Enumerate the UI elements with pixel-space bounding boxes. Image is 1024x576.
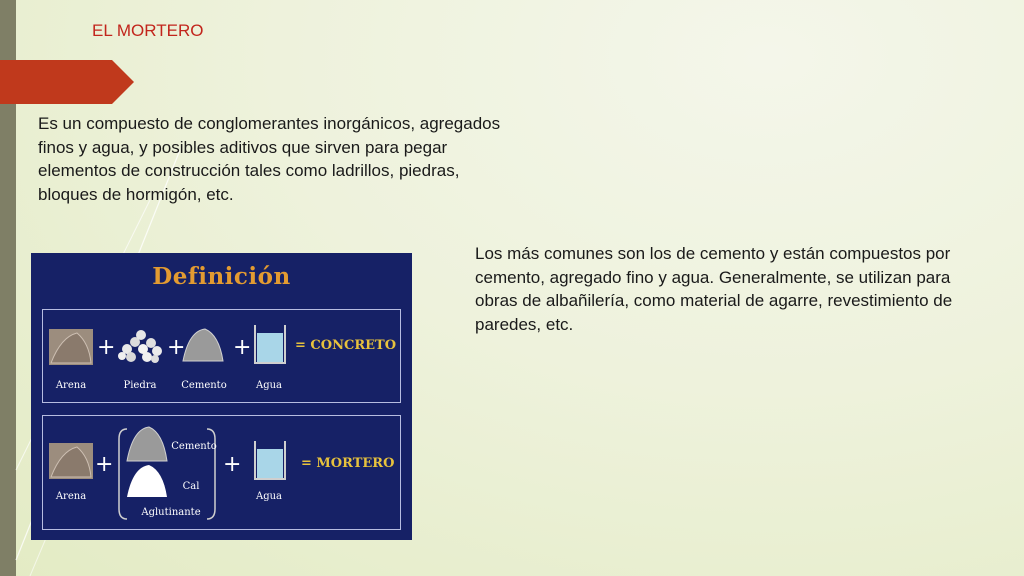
definition-figure <box>31 253 412 540</box>
arena-label: Arena <box>55 380 87 391</box>
svg-text:+: + <box>95 452 114 477</box>
agua-icon <box>255 441 285 479</box>
cemento-icon <box>127 427 167 461</box>
arena-label: Arena <box>55 491 87 502</box>
svg-text:+: + <box>233 335 252 360</box>
slide-title: EL MORTERO <box>92 21 204 40</box>
arena-icon <box>49 329 93 365</box>
agua-icon <box>255 325 285 363</box>
svg-text:+: + <box>223 452 242 477</box>
concreto-result: = CONCRETO <box>295 338 397 353</box>
cemento-label: Cemento <box>181 380 227 391</box>
agua-label: Agua <box>255 491 283 502</box>
mortero-result: = MORTERO <box>301 456 395 471</box>
agua-label: Agua <box>255 380 283 391</box>
title-accent-tab <box>0 60 134 104</box>
plus-icon <box>95 452 113 477</box>
plus-icon <box>233 335 251 360</box>
plus-icon <box>167 335 185 360</box>
piedra-icon <box>118 330 162 363</box>
aglutinante-label: Aglutinante <box>141 507 201 518</box>
figure-title: Definición <box>152 263 291 290</box>
cemento-label: Cemento <box>171 441 217 452</box>
common-types-paragraph: Los más comunes son los de cemento y están compuestos por cemento, agregado fino y agua. Generalmente, se utilizan para obras de albañilería, como material de agarre, revestimiento de paredes, etc. <box>475 244 953 334</box>
piedra-label: Piedra <box>123 380 157 391</box>
cemento-icon <box>183 329 223 361</box>
plus-icon <box>97 335 115 360</box>
cal-label: Cal <box>182 481 200 492</box>
svg-text:+: + <box>97 335 116 360</box>
plus-icon <box>223 452 241 477</box>
svg-text:+: + <box>167 335 186 360</box>
arena-icon <box>49 443 93 479</box>
brace-left-icon <box>119 429 127 519</box>
cal-icon <box>127 465 167 497</box>
definition-paragraph: Es un compuesto de conglomerantes inorgánicos, agregados finos y agua, y posibles aditivos que sirven para pegar elementos de construcción tales como ladrillos, piedras, bloques de hormigón, etc. <box>38 114 501 204</box>
